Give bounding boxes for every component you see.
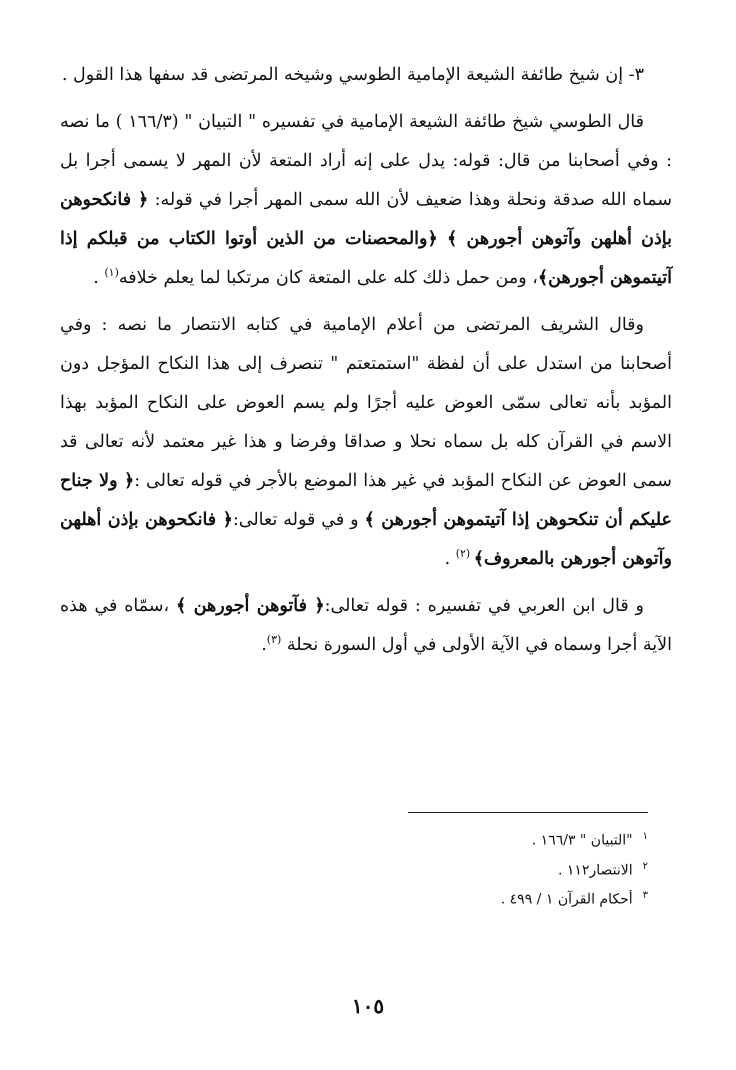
paragraph-text: . — [444, 549, 456, 569]
footnote-reference: (٣) — [266, 633, 282, 647]
paragraph — [60, 587, 672, 665]
quran-verse: ﴿ ولا جناح عليكم أن تنكحوهن إذا آتيتموهن أجورهن ﴾ — [60, 471, 673, 530]
body-text — [60, 56, 672, 673]
paragraph-text: . — [93, 268, 105, 288]
quran-verse: ﴿ فانكحوهن بإذن أهلهن وآتوهن أجورهن بالمعروف﴾ — [60, 510, 672, 569]
paragraph-text: وقال الشريف المرتضى من أعلام الإمامية في كتابه الانتصار ما نصه : وفي أصحابنا من استدل على أن لفظة "استمتعتم " تنصرف إلى هذا النكاح المؤجل دون المؤبد بأنه تعالى سمّى العوض عليه أجرًا ولم يسم العوض على النكاح المؤبد بهذا الاسم في القرآن كله بل سماه نحلا و صداقا وفرضا و هذا غير معتمد لأنه تعالى قد سمى العوض عن النكاح المؤبد في غير هذا الموضع بالأجر في قوله تعالى : — [60, 315, 672, 491]
footnote-text: "التبيان " ١٦٦/٣ . — [531, 832, 633, 849]
footnote-reference: (٢) — [455, 547, 474, 561]
paragraph — [60, 306, 672, 579]
quran-verse: ﴿ فآتوهن أجورهن ﴾ — [176, 596, 325, 616]
quran-verse: ﴿ فانكحوهن بإذن أهلهن وآتوهن أجورهن ﴾ ﴿والمحصنات من الذين أوتوا الكتاب من قبلكم إذا آتيتموهن أجورهن﴾ — [60, 190, 672, 288]
footnote-divider — [408, 812, 648, 813]
page-number: ١٠٥ — [351, 994, 385, 1018]
footnote — [128, 854, 648, 884]
footnote-text: أحكام القرآن ١ / ٤٩٩ . — [500, 891, 633, 908]
footnote-number: ٢ — [642, 860, 648, 872]
paragraph-text: قال الطوسي شيخ طائفة الشيعة الإمامية في تفسيره " التبيان " (١٦٦/٣ ) ما نصه : وفي أصحابنا من قال: قوله: يدل على إنه أراد المتعة لأن المهر لا يسمى أجرا بل سماه الله صدقة ونحلة وهذا ضعيف لأن الله سمى المهر أجرا في قوله: — [60, 112, 673, 210]
paragraph-text: ٣- إن شيخ طائفة الشيعة الإمامية الطوسي وشيخه المرتضى قد سفها هذا القول . — [61, 65, 644, 85]
paragraph-text: ،سمّاه في هذه الآية أجرا وسماه في الآية الأولى في أول السورة نحلة — [60, 596, 672, 655]
footnote — [128, 824, 648, 854]
footnote — [128, 883, 648, 913]
footnote-reference: (١) — [104, 266, 119, 280]
paragraph-text: . — [261, 635, 267, 655]
paragraph-text: و في قوله تعالى: — [232, 510, 365, 530]
paragraph-text: ، ومن حمل ذلك كله على المتعة كان مرتكبا لما يعلم خلافه — [118, 268, 538, 288]
footnote-text: الانتصار١١٢ . — [557, 862, 633, 879]
footnotes — [128, 824, 648, 913]
paragraph — [60, 103, 672, 298]
paragraph — [60, 56, 672, 95]
footnote-number: ٣ — [642, 890, 648, 902]
footnote-number: ١ — [642, 831, 648, 842]
paragraph-text: و قال ابن العربي في تفسيره : قوله تعالى: — [324, 596, 645, 616]
